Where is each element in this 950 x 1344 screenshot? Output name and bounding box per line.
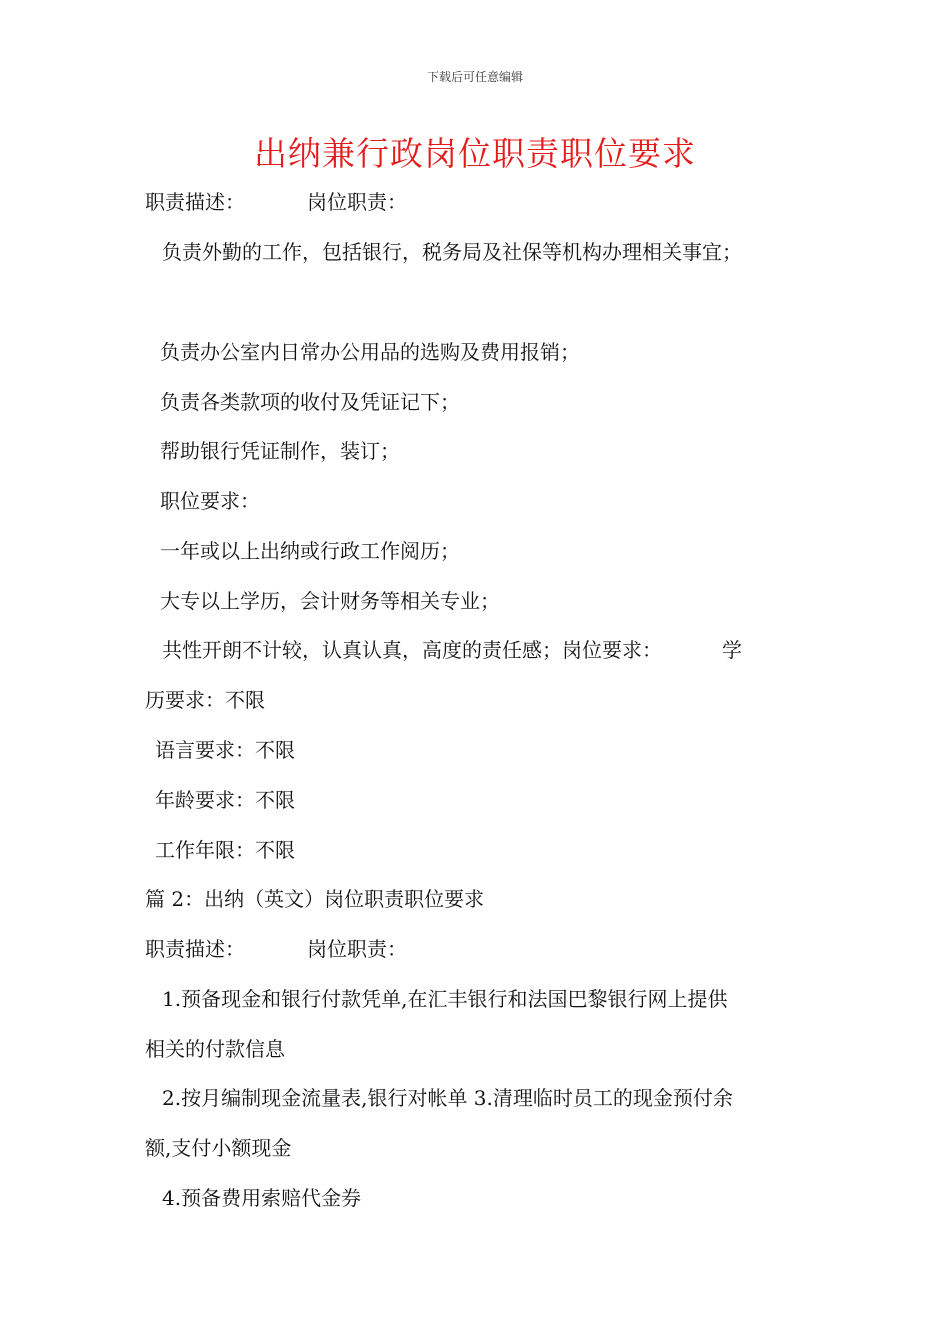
section2-item-2-continuation: 额,支付小额现金 xyxy=(145,1136,292,1160)
section2-item-1: 1.预备现金和银行付款凭单,在汇丰银行和法国巴黎银行网上提供 xyxy=(162,987,728,1011)
duty-description-label: 职责描述： xyxy=(145,190,245,214)
requirement-item-2: 大专以上学历，会计财务等相关专业； xyxy=(160,589,500,613)
section2-duty-label: 岗位职责： xyxy=(307,937,407,961)
document-title: 出纳兼行政岗位职责职位要求 xyxy=(254,134,696,173)
duty-item-1: 负责外勤的工作，包括银行，税务局及社保等机构办理相关事宜； xyxy=(162,240,742,264)
section2-duty-header-line xyxy=(145,935,825,963)
duty-item-4: 帮助银行凭证制作，装订； xyxy=(160,439,400,463)
section2-heading: 篇 2：出纳（英文）岗位职责职位要求 xyxy=(145,887,485,911)
requirement-item-1: 一年或以上出纳或行政工作阅历； xyxy=(160,539,460,563)
header-note: 下载后可任意编辑 xyxy=(426,70,523,84)
section2-item-2: 2.按月编制现金流量表,银行对帐单 3.清理临时员工的现金预付余 xyxy=(162,1086,733,1110)
limit-language: 语言要求：不限 xyxy=(155,738,295,762)
duty-label: 岗位职责： xyxy=(307,190,407,214)
requirement-item-3 xyxy=(162,636,842,664)
requirements-label: 职位要求： xyxy=(160,489,260,513)
section2-item-4: 4.预备费用索赔代金券 xyxy=(162,1186,362,1210)
requirement-item-3-trail: 学 xyxy=(722,638,742,662)
section2-item-1-continuation: 相关的付款信息 xyxy=(145,1037,285,1061)
duty-item-3: 负责各类款项的收付及凭证记下； xyxy=(160,390,460,414)
requirement-item-3-text: 共性开朗不计较，认真认真，高度的责任感；岗位要求： xyxy=(162,638,662,662)
section2-duty-description-label: 职责描述： xyxy=(145,937,245,961)
limit-years: 工作年限：不限 xyxy=(155,838,295,862)
limit-age: 年龄要求：不限 xyxy=(155,788,295,812)
duty-header-line xyxy=(145,188,825,216)
duty-item-2: 负责办公室内日常办公用品的选购及费用报销； xyxy=(160,340,580,364)
requirement-item-3-continuation: 历要求：不限 xyxy=(145,688,265,712)
